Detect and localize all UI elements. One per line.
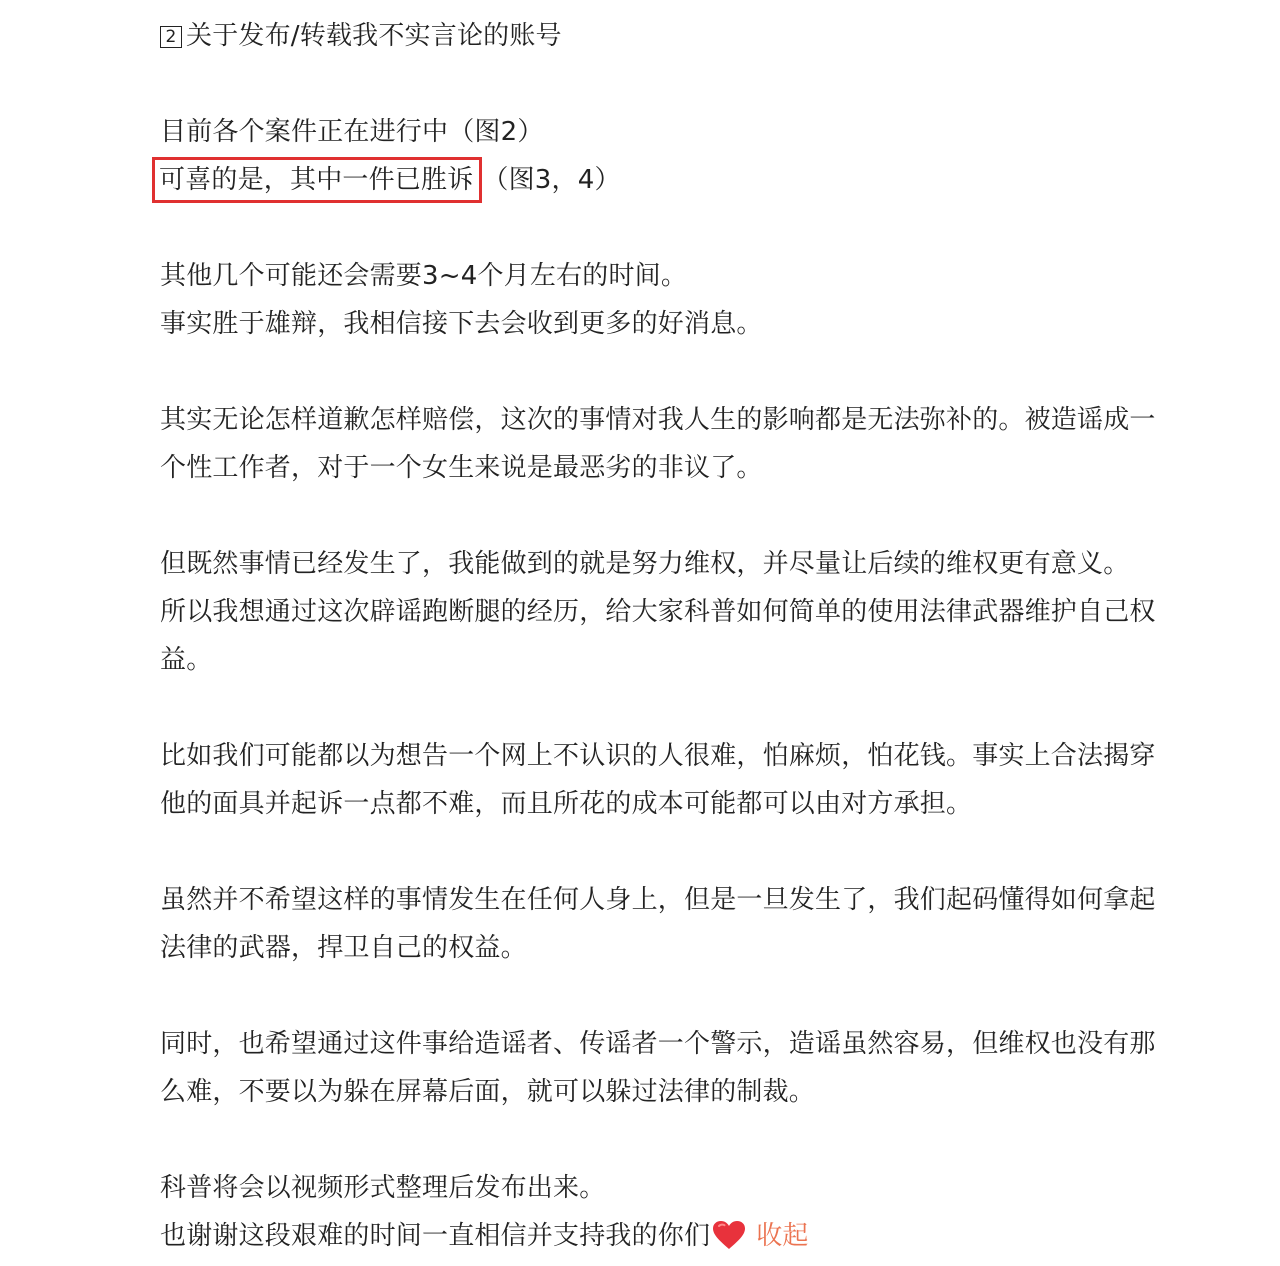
post-line: 虽然并不希望这样的事情发生在任何人身上，但是一旦发生了，我们起码懂得如何拿起: [160, 885, 1156, 915]
post-line: 目前各个案件正在进行中（图2）: [160, 117, 544, 147]
post-line: 比如我们可能都以为想告一个网上不认识的人很难，怕麻烦，怕花钱。事实上合法揭穿: [160, 741, 1156, 771]
paragraph-gap: [160, 972, 1230, 1020]
paragraph-gap: [160, 1116, 1230, 1164]
post-line: 其实无论怎样道歉怎样赔偿，这次的事情对我人生的影响都是无法弥补的。被造谣成一: [160, 405, 1156, 435]
post-line: [160, 1212, 1230, 1260]
post-line: 所以我想通过这次辟谣跑断腿的经历，给大家科普如何简单的使用法律武器维护自己权: [160, 597, 1156, 627]
post-line: 其他几个可能还会需要3~4个月左右的时间。: [160, 261, 688, 291]
post-line: 个性工作者，对于一个女生来说是最恶劣的非议了。: [160, 453, 763, 483]
post-line: 他的面具并起诉一点都不难，而且所花的成本可能都可以由对方承担。: [160, 789, 973, 819]
post-line: 科普将会以视频形式整理后发布出来。: [160, 1173, 606, 1203]
post-line: 同时，也希望通过这件事给造谣者、传谣者一个警示，造谣虽然容易，但维权也没有那: [160, 1029, 1156, 1059]
post-line: 么难，不要以为躲在屏幕后面，就可以躲过法律的制裁。: [160, 1077, 816, 1107]
post-line-text: 也谢谢这段艰难的时间一直相信并支持我的你们: [160, 1221, 711, 1251]
post-body: [160, 12, 1230, 1260]
post-line: 益。: [160, 645, 213, 675]
post-line: [160, 156, 1230, 204]
collapse-link[interactable]: 收起: [756, 1221, 809, 1251]
number-box-icon: 2: [160, 26, 182, 48]
paragraph-gap: [160, 60, 1230, 108]
post-line: 事实胜于雄辩，我相信接下去会收到更多的好消息。: [160, 309, 763, 339]
post-line: [160, 12, 1230, 60]
paragraph-gap: [160, 684, 1230, 732]
paragraph-gap: [160, 828, 1230, 876]
paragraph-gap: [160, 204, 1230, 252]
paragraph-gap: [160, 348, 1230, 396]
post-line: 法律的武器，捍卫自己的权益。: [160, 933, 527, 963]
highlighted-text: 可喜的是，其中一件已胜诉: [152, 157, 482, 203]
post-line: 但既然事情已经发生了，我能做到的就是努力维权，并尽量让后续的维权更有意义。: [160, 549, 1130, 579]
post-line-text: （图3，4）: [482, 165, 621, 195]
heart-icon: [712, 1218, 746, 1248]
paragraph-gap: [160, 492, 1230, 540]
post-line-text: 关于发布/转载我不实言论的账号: [186, 21, 562, 51]
